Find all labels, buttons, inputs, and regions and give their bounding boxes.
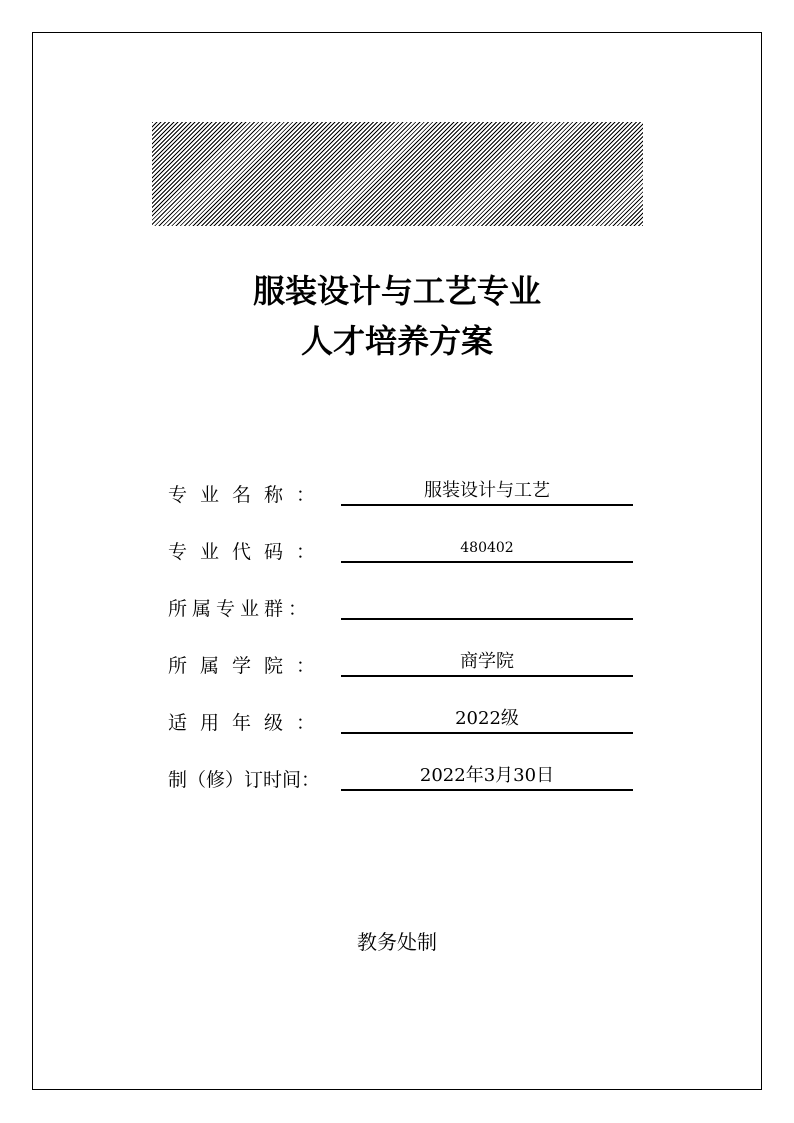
info-row-major-code [168,527,638,584]
grade-value: 2022级 [341,706,633,734]
info-row-grade [168,698,638,755]
info-row-major-name [168,470,638,527]
info-row-revision-date [168,755,638,812]
college-value: 商学院 [341,649,633,677]
major-group-value [341,592,633,620]
info-row-major-group [168,584,638,641]
hatched-banner-image [152,122,643,226]
revision-date-value: 2022年3月30日 [341,763,633,791]
major-name-label: 专业名称： [168,484,329,506]
title-line-2: 人才培养方案 [300,322,493,360]
major-code-value: 480402 [341,535,633,563]
major-code-label: 专业代码： [168,541,329,563]
issuer-text: 教务处制 [357,930,437,954]
revision-date-label: 制（修）订时间： [168,769,321,791]
grade-label: 适用年级： [168,712,329,734]
college-label: 所属学院： [168,655,329,677]
major-name-value: 服装设计与工艺 [341,478,633,506]
major-group-label: 所属专业群： [168,598,313,620]
info-row-college [168,641,638,698]
title-line-1: 服装设计与工艺专业 [252,272,541,310]
info-table [168,470,638,812]
document-title [0,266,794,366]
